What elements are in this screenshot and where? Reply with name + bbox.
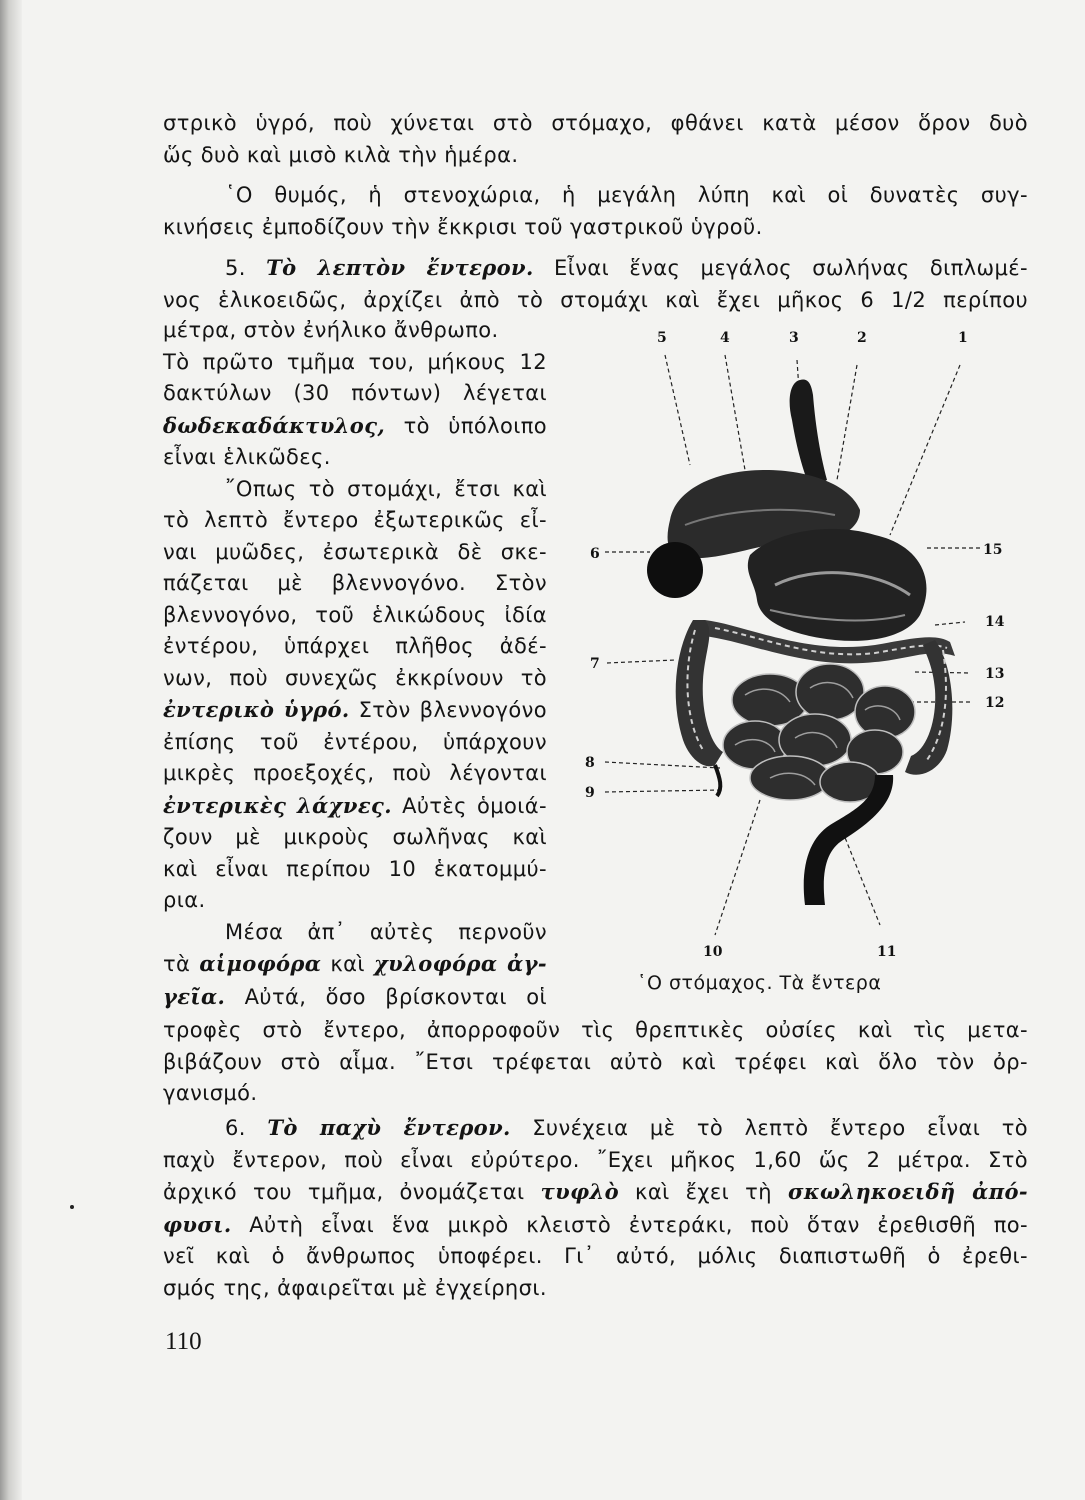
term-vessels-end: γεῖα. <box>163 983 226 1009</box>
section-6-heading: Τὸ παχὺ ἔντερον. <box>267 1115 511 1140</box>
figure-caption: ῾Ο στόμαχος. Τὰ ἔντερα <box>637 972 882 994</box>
term-appendix: σκωληκοειδῆ ἀπό- <box>787 1179 1029 1204</box>
term-appendix-end: φυσι. <box>163 1211 232 1237</box>
text-line: καὶ εἶναι περίπου 10 ἑκατομμύ- <box>163 856 547 881</box>
text-fragment: ἀρχικό του τμῆμα, ὀνομάζεται <box>163 1180 525 1204</box>
text-line: βλεννογόνο, τοῦ ἑλικώδους ἰδία <box>163 602 547 627</box>
text-fragment: Εἶναι ἕνας μεγάλος σωλήνας διπλωμέ- <box>554 256 1028 280</box>
figure-label-5: 5 <box>657 330 667 346</box>
term-caecum: τυφλὸ <box>540 1179 620 1204</box>
section-6-first-line <box>163 1112 1028 1145</box>
figure-label-10: 10 <box>703 944 723 960</box>
text-fragment: καὶ <box>330 952 365 976</box>
figure-label-8: 8 <box>585 755 595 771</box>
figure-label-9: 9 <box>585 785 595 801</box>
text-line <box>163 948 547 981</box>
figure-label-3: 3 <box>789 330 799 346</box>
stomach-intestines-figure <box>575 320 1025 1000</box>
top-paragraph <box>163 108 1028 171</box>
figure-label-4: 4 <box>720 330 730 346</box>
text-line: ῎Οπως τὸ στομάχι, ἔτσι καὶ <box>225 476 547 501</box>
text-fragment: τὰ <box>163 952 191 976</box>
text-line: νος ἑλικοειδῶς, ἀρχίζει ἀπὸ τὸ στομάχι καὶ ἔχει μῆκος 6 1/2 περίπου <box>163 287 1028 312</box>
text-line: κινήσεις ἐμποδίζουν τὴν ἔκκρισι τοῦ γαστρικοῦ ὑγροῦ. <box>163 214 763 239</box>
text-line <box>163 1176 1028 1209</box>
text-line: ζουν μὲ μικροὺς σωλῆνας καὶ <box>163 825 547 849</box>
text-line: νεῖ καὶ ὁ ἄνθρωπος ὑποφέρει. Γι᾿ αὐτό, μόλις διαπιστωθῆ ὁ ἐρεθι- <box>163 1244 1028 1268</box>
text-line: ἐντέρου, ὑπάρχει πλῆθος ἀδέ- <box>163 634 547 658</box>
term-intestinal-juice: ἐντερικὸ ὑγρό. <box>163 697 350 722</box>
section-5-first-line <box>163 252 1028 285</box>
text-line: παχὺ ἔντερον, ποὺ εἶναι εὐρύτερο. ῎Εχει μῆκος 1,60 ὥς 2 μέτρα. Στὸ <box>163 1147 1028 1172</box>
text-line: σμός της, ἀφαιρεῖται μὲ ἐγχείρησι. <box>163 1275 547 1300</box>
figure-label-1: 1 <box>958 330 968 346</box>
text-line <box>163 790 547 823</box>
text-line: μέτρα, στὸν ἐνήλικο ἄνθρωπο. <box>163 318 499 342</box>
figure-label-7: 7 <box>590 656 600 672</box>
text-line: εἶναι ἑλικῶδες. <box>163 445 331 469</box>
figure-label-2: 2 <box>857 330 867 346</box>
text-fragment: Συνέχεια μὲ τὸ λεπτὸ ἔντερο εἶναι τὸ <box>532 1116 1029 1140</box>
text-line: Μέσα ἀπ᾿ αὐτὲς περνοῦν <box>225 919 547 944</box>
section-5-number: 5. <box>225 256 246 280</box>
text-line: τροφὲς στὸ ἔντερο, ἀπορροφοῦν τὶς θρεπτικὲς οὐσίες καὶ τὶς μετα- <box>163 1018 1028 1042</box>
text-line: ἐπίσης τοῦ ἐντέρου, ὑπάρχουν <box>163 729 547 754</box>
text-line: ῾Ο θυμός, ἡ στενοχώρια, ἡ μεγάλη λύπη καὶ οἱ δυνατὲς συγ- <box>225 183 1028 207</box>
text-line <box>163 694 547 727</box>
text-line: τὸ λεπτὸ ἔντερο ἐξωτερικῶς εἶ- <box>163 508 547 532</box>
print-speck <box>70 1205 74 1209</box>
section-6-number: 6. <box>225 1116 246 1140</box>
continuation-paragraph <box>163 1015 1028 1110</box>
text-line: ρια. <box>163 888 206 912</box>
text-line: πάζεται μὲ βλεννογόνο. Στὸν <box>163 571 547 595</box>
text-line: στρικὸ ὑγρό, ποὺ χύνεται στὸ στόμαχο, φθάνει κατὰ μέσον ὅρον δυὸ <box>163 111 1028 135</box>
section-5-intro <box>163 252 1028 316</box>
text-line: μικρὲς προεξοχές, ποὺ λέγονται <box>163 761 547 785</box>
figure-label-6: 6 <box>590 546 600 562</box>
anatomy-illustration <box>575 320 1025 1000</box>
text-line: Τὸ πρῶτο τμῆμα του, μήκους 12 <box>163 349 547 374</box>
narrow-column <box>163 315 547 1013</box>
text-line: ὥς δυὸ καὶ μισὸ κιλὰ τὴν ἡμέρα. <box>163 142 519 167</box>
figure-label-12: 12 <box>985 695 1005 711</box>
text-line: δακτύλων (30 πόντων) λέγεται <box>163 381 547 405</box>
figure-label-13: 13 <box>985 666 1005 682</box>
section-5-heading: Τὸ λεπτὸν ἔντερον. <box>266 255 534 280</box>
figure-label-14: 14 <box>985 614 1005 630</box>
text-line: ναι μυῶδες, ἐσωτερικὰ δὲ σκε- <box>163 539 547 564</box>
text-line: βιβάζουν στὸ αἷμα. ῎Ετσι τρέφεται αὐτὸ καὶ τρέφει καὶ ὅλο τὸν ὀρ- <box>163 1049 1028 1074</box>
emotion-paragraph <box>163 180 1028 243</box>
text-fragment: καὶ ἔχει τὴ <box>635 1180 772 1204</box>
text-fragment: Στὸν βλεννογόνο <box>358 698 547 722</box>
section-6 <box>163 1112 1028 1304</box>
text-line: γανισμό. <box>163 1081 258 1105</box>
text-fragment: Αὐτά, ὅσο βρίσκονται οἱ <box>244 984 548 1009</box>
text-line <box>163 981 547 1014</box>
term-intestinal-villi: ἐντερικὲς λάχνες. <box>163 792 392 818</box>
text-line <box>163 410 547 443</box>
term-blood-vessels: αἱμοφόρα <box>199 951 322 976</box>
text-fragment: Αὐτὲς ὁμοιά- <box>402 793 547 818</box>
text-line <box>163 1209 1028 1242</box>
page-number: 110 <box>165 1328 202 1355</box>
text-line: νων, ποὺ συνεχῶς ἐκκρίνουν τὸ <box>163 665 547 690</box>
figure-label-15: 15 <box>983 542 1003 558</box>
page-edge-shadow <box>0 0 22 1500</box>
text-fragment: τὸ ὑπόλοιπο <box>403 413 547 438</box>
term-lymph-vessels: χυλοφόρα ἀγ- <box>373 951 548 976</box>
text-fragment: Αὐτὴ εἶναι ἕνα μικρὸ κλειστὸ ἐντεράκι, ποὺ ὅταν ἐρεθισθῆ πο- <box>249 1212 1029 1237</box>
figure-label-11: 11 <box>877 944 897 960</box>
term-duodenum: δωδεκαδάκτυλος, <box>163 412 386 438</box>
